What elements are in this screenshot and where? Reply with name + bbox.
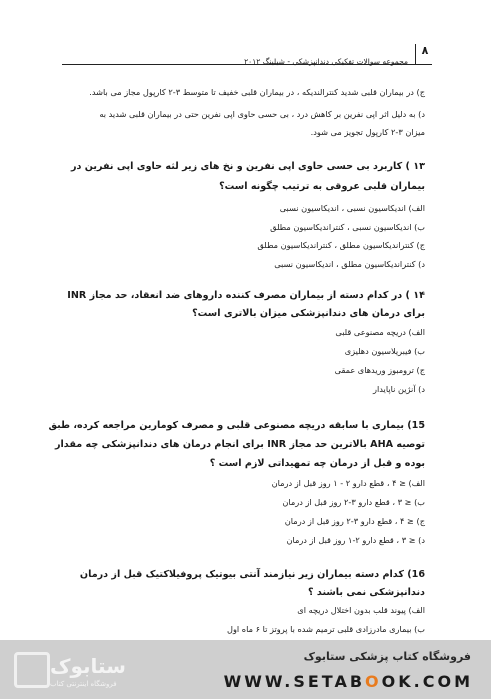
url-part: WWW.SETAB (223, 672, 366, 691)
question-15-line: 15) بیماری با سابقه دریچه مصنوعی قلبی و مصرف کومارین مراجعه کرده، طبق (48, 420, 425, 431)
question-15-option: ب) ≤ ۳ ، قطع دارو ۳-۲ روز قبل از درمان (282, 497, 425, 507)
question-14-option: ب) فیبریلاسیون دهلیزی (344, 346, 425, 356)
question-13-line: بیماران قلبی عروقی به ترتیب چگونه است؟ (219, 181, 425, 192)
question-13-option: ج) کنتراندیکاسیون مطلق ، کنتراندیکاسیون مطلق (257, 240, 425, 250)
url-part: OK.COM (381, 672, 473, 691)
question-15-line: بوده و قبل از درمان چه تمهیداتی لازم است ؟ (209, 458, 425, 469)
intro-line: میزان ۳-۲ کارپول تجویز می شود. (310, 127, 425, 137)
intro-line: ج) در بیماران قلبی شدید کنترالندیکه ، در بیماران قلبی خفیف تا متوسط ۳-۲ کارپول مجاز می باشد. (89, 87, 425, 97)
page-number: ۸ (421, 44, 429, 57)
website-link[interactable] (224, 672, 473, 691)
logo-text: ستابوک (50, 654, 126, 678)
question-13-option: ب) اندیکاسیون نسبی ، کنتراندیکاسیون مطلق (270, 222, 425, 232)
question-15-option: الف) ≤ ۴ ، قطع دارو ۲ - ۱ روز قبل از درمان (271, 478, 425, 488)
logo-subtitle: فروشگاه اینترنتی کتاب (50, 680, 117, 688)
question-13-option: الف) اندیکاسیون نسبی ، اندیکاسیون نسبی (279, 203, 425, 213)
question-14-option: ج) ترومبوز وریدهای عمقی (334, 365, 425, 375)
question-15-option: د) ≤ ۳ ، قطع دارو ۲-۱ روز قبل از درمان (286, 535, 425, 545)
footer-banner (0, 640, 491, 699)
question-13-line: ۱۳ ) کاربرد بی حسی حاوی اپی نفرین و نخ های زیر لثه حاوی اپی نفرین در (71, 161, 425, 172)
question-16-line: دندانپزشکی نمی باشند ؟ (308, 587, 425, 598)
page-header (62, 44, 432, 65)
book-icon (14, 652, 50, 688)
intro-line: د) به دلیل اثر اپی نفرین بر کاهش درد ، بی حسی حاوی اپی نفرین حتی در بیماران قلبی شدید به (99, 109, 425, 119)
setabook-logo[interactable] (14, 652, 124, 694)
question-16-option: ب) بیماری مادرزادی قلبی ترمیم شده با پروتز تا ۶ ماه اول (227, 624, 425, 634)
question-15-line: توصیه AHA بالاترین حد مجاز INR برای انجام درمان های دندانپزشکی چه مقدار (55, 439, 425, 450)
question-16-option: الف) پیوند قلب بدون اختلال دریچه ای (297, 605, 425, 615)
question-16-line: 16) کدام دسته بیماران زیر نیازمند آنتی بیوتیک پروفیلاکتیک قبل از درمان (79, 569, 425, 580)
header-separator (415, 44, 416, 64)
question-13-option: د) کنتراندیکاسیون مطلق ، اندیکاسیون نسبی (274, 259, 425, 269)
shop-name: فروشگاه کتاب پزشکی ستابوک (303, 650, 471, 663)
question-14-option: د) آنژین ناپایدار (373, 384, 425, 394)
url-accent-letter: O (365, 672, 382, 691)
question-15-option: ج) ≤ ۴ ، قطع دارو ۳-۲ روز قبل از درمان (284, 516, 425, 526)
question-14-line: ۱۴ ) در کدام دسته از بیماران مصرف کننده داروهای ضد انعقاد، حد مجاز INR (67, 290, 425, 301)
question-14-line: برای درمان های دندانپزشکی میزان بالاتری است؟ (192, 308, 425, 319)
header-title: مجموعه سوالات تفکیکی دندانپزشکی - شیلینگ ۲۰۱۲ (244, 57, 408, 66)
question-14-option: الف) دریچه مصنوعی قلبی (335, 327, 425, 337)
